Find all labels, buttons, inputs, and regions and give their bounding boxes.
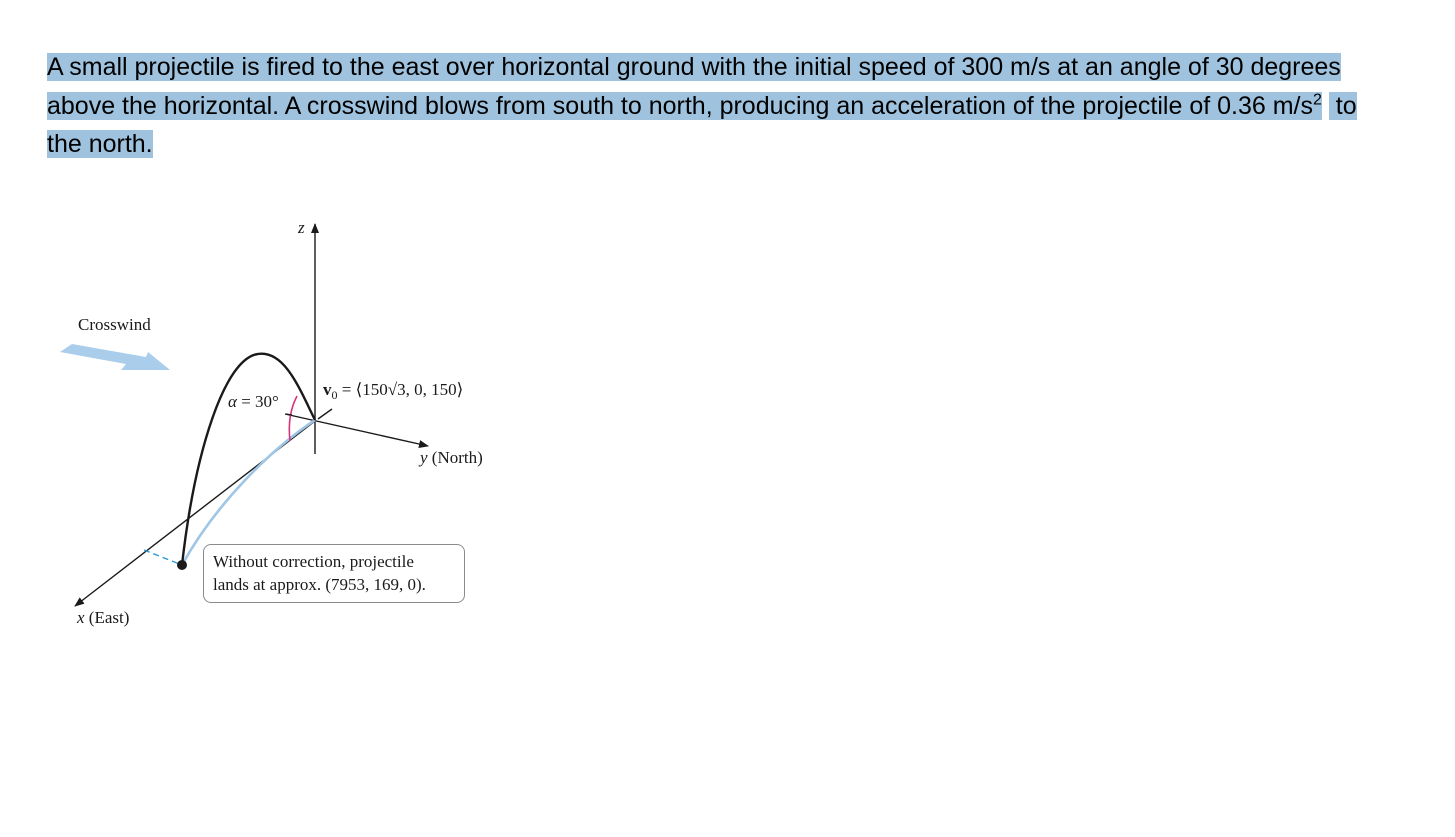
crosswind-label: Crosswind	[78, 315, 151, 334]
alpha-label: α = 30°	[228, 392, 279, 411]
crosswind-arrow	[60, 344, 170, 370]
z-axis-label: z	[298, 218, 305, 237]
y-axis-label: y (North)	[420, 448, 483, 467]
drift-offset-dashed	[144, 550, 182, 565]
landing-callout	[203, 544, 465, 603]
landing-point	[177, 560, 187, 570]
projectile-diagram	[0, 0, 700, 837]
y-axis	[285, 414, 428, 446]
problem-text-end: to the north.	[47, 91, 1357, 158]
callout-line-1: Without correction, projectile	[213, 552, 414, 571]
callout-line-2: lands at approx. (7953, 169, 0).	[213, 575, 426, 594]
x-axis-back	[318, 409, 332, 419]
exponent-superscript: 2	[1313, 91, 1322, 109]
x-axis-label: x (East)	[77, 608, 130, 627]
problem-text-main: A small projectile is fired to the east over horizontal ground with the initial speed of 300 m/s at an angle of 30 degrees above the horizontal. A crosswind blows from south to north, producing an acceleration of the projectile of 0.36 m/s	[47, 53, 1341, 120]
v0-label: $v_0$ = ⟨150√3, 0, 150⟩	[323, 380, 464, 402]
